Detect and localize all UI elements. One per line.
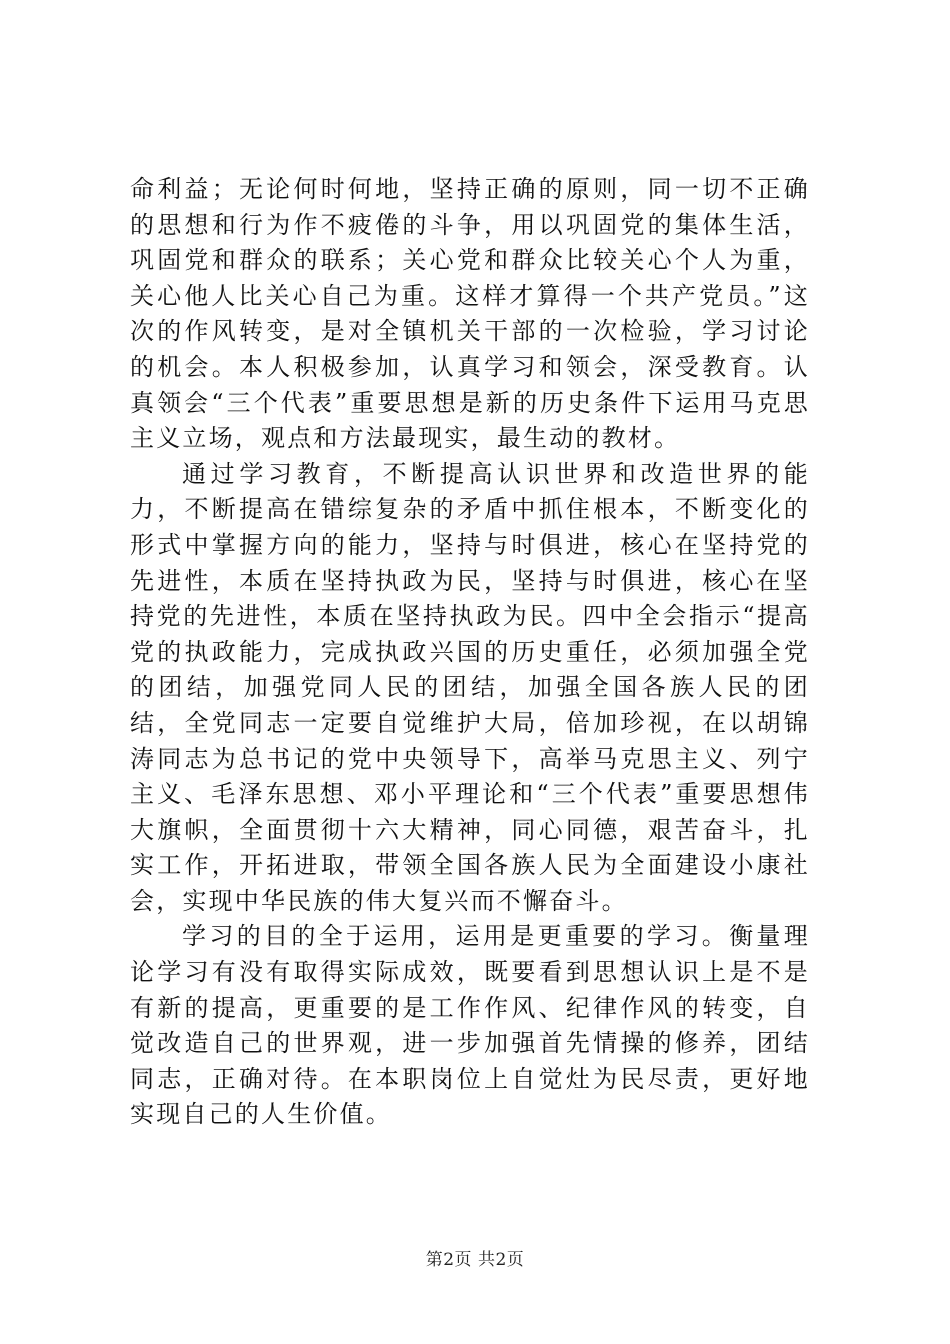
paragraph-2: 通过学习教育，不断提高认识世界和改造世界的能力，不断提高在错综复杂的矛盾中抓住根本，不断变化的形式中掌握方向的能力，坚持与时俱进，核心在坚持党的先进性，本质在坚持执政为民，坚持与时俱进，核心在坚持党的先进性，本质在坚持执政为民。四中全会指示“提高党的执政能力，完成执政兴国的历史重任，必须加强全党的团结，加强党同人民的团结，加强全国各族人民的团结，全党同志一定要自觉维护大局，倍加珍视，在以胡锦涛同志为总书记的党中央领导下，高举马克思主义、列宁主义、毛泽东思想、邓小平理论和“三个代表”重要思想伟大旗帜，全面贯彻十六大精神，同心同德，艰苦奋斗，扎实工作，开拓进取，带领全国各族人民为全面建设小康社会，实现中华民族的伟大复兴而不懈奋斗。 bbox=[130, 459, 810, 915]
document-body bbox=[130, 172, 810, 1133]
page-number-footer: 第2页 共2页 bbox=[425, 1250, 525, 1270]
paragraph-1: 命利益；无论何时何地，坚持正确的原则，同一切不正确的思想和行为作不疲倦的斗争，用以巩固党的集体生活，巩固党和群众的联系；关心党和群众比较关心个人为重，关心他人比关心自己为重。这样才算得一个共产党员。”这次的作风转变，是对全镇机关干部的一次检验，学习讨论的机会。本人积极参加，认真学习和领会，深受教育。认真领会“三个代表”重要思想是新的历史条件下运用马克思主义立场，观点和方法最现实，最生动的教材。 bbox=[130, 175, 810, 453]
paragraph-3: 学习的目的全于运用，运用是更重要的学习。衡量理论学习有没有取得实际成效，既要看到思想认识上是不是有新的提高，更重要的是工作作风、纪律作风的转变，自觉改造自己的世界观，进一步加强首先情操的修养，团结同志，正确对待。在本职岗位上自觉灶为民尽责，更好地实现自己的人生价值。 bbox=[130, 922, 810, 1129]
